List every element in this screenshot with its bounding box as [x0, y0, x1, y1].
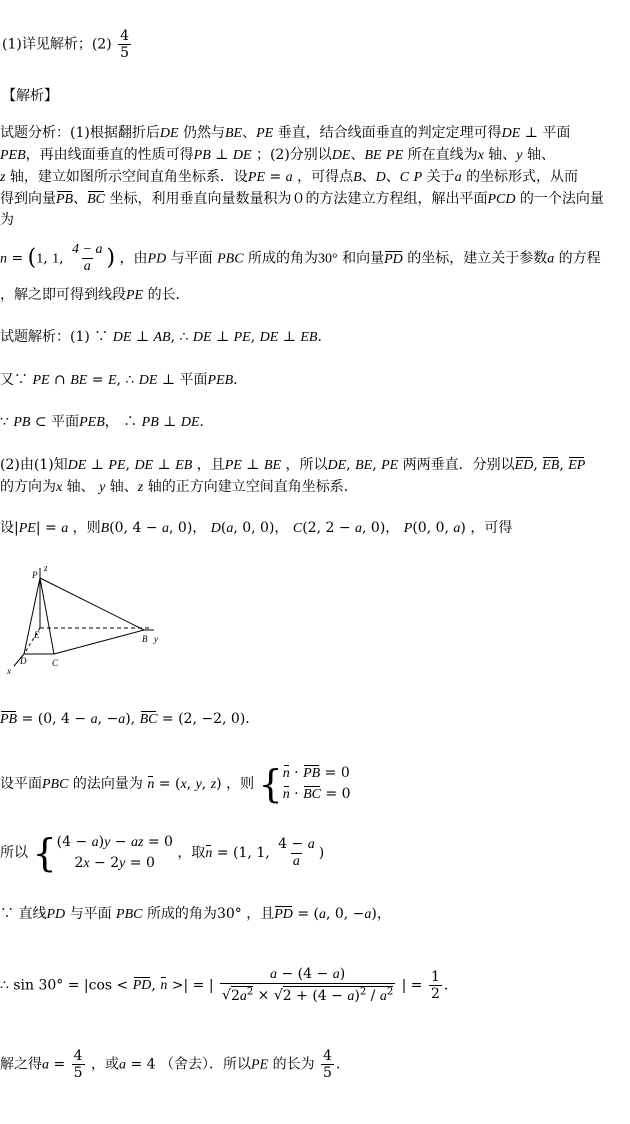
cb-edge: [54, 630, 144, 654]
answer-line: [2, 28, 133, 61]
analysis-line-3: z 轴，建立如图所示空间直角坐标系．设PE = a ，可得点B、D、C P 关于a 的坐标形式，从而: [0, 169, 579, 185]
answer-part1: (1)详见解析；(2): [2, 36, 112, 53]
solution-line-5: 的方向为x 轴、 y 轴、z 轴的正方向建立空间直角坐标系．: [0, 479, 358, 495]
analysis-line-5: 为: [0, 212, 14, 228]
solution-line-7: PB = (0, 4 − a, −a), BC = (2, −2, 0)．: [0, 709, 259, 730]
answer-fraction: [118, 28, 131, 61]
analysis-line-4: 得到向量PB、BC 坐标，利用垂直向量数量积为０的方法建立方程组，解出平面PCD 的一个法向量: [0, 189, 604, 210]
analysis-line-1: 试题分析：(1)根据翻折后DE 仍然与BE、PE 垂直，结合线面垂直的判定定理可得DE ⊥ 平面: [0, 125, 571, 141]
label-x: x: [7, 666, 11, 676]
solution-line-10: ∵ 直线PD 与平面 PBC 所成的角为30° ，且PD = (a, 0, −a)，: [0, 904, 391, 925]
answer-frac-num: 4: [120, 28, 130, 44]
solution-line-11: ∴ sin 30° = |cos < PD, n >| = | $\frac{a - (4 - a)}{√2a^2 \times √2 + (4 - a)^2 / a^2}$ | = $\frac{1}{2}$ ．: [0, 966, 458, 1004]
label-z: z: [44, 563, 48, 573]
solution-line-4: (2)由(1)知DE ⊥ PE, DE ⊥ EB ，且PE ⊥ BE ，所以DE, BE, PE 两两垂直．分别以ED, EB, EP: [0, 455, 585, 476]
label-P: P: [32, 570, 38, 580]
solution-line-3: ∵ PB ⊂ 平面PEB， ∴ PB ⊥ DE．: [0, 414, 214, 430]
solution-line-1: 试题解析：(1) ∵ DE ⊥ AB, ∴ DE ⊥ PE, DE ⊥ EB．: [0, 329, 332, 345]
pd-edge: [24, 578, 40, 654]
analysis-line-7: ，解之即可得到线段PE 的长．: [0, 287, 190, 303]
label-E: E: [34, 630, 40, 640]
label-y: y: [154, 634, 158, 644]
solution-line-12: 解之得a = $\frac{4}{5}$ ，或a = 4 （舍去）．所以PE 的长为 $\frac{4}{5}$ ．: [0, 1048, 350, 1081]
pb-edge: [40, 578, 144, 630]
analysis-line-2: PEB，再由线面垂直的性质可得PB ⊥ DE ；(2)分别以DE、BE PE 所在直线为x 轴、y 轴、: [0, 147, 555, 163]
section-heading: 【解析】: [2, 88, 58, 104]
pc-edge: [40, 578, 54, 654]
solution-line-9: 所以 { (4 − a)y − az = 0 2x − 2y = 0 ，取n = (1, 1, $\frac{4 - a}{a}$ ): [0, 831, 325, 875]
pyramid-figure: [2, 562, 172, 680]
solution-line-8: 设平面PBC 的法向量为 n = (x, y, z) ，则 { n · PB = 0 n · BC = 0: [0, 762, 351, 806]
solution-line-6: 设|PE| = a ，则B(0, 4 − a, 0)， D(a, 0, 0)， C(2, 2 − a, 0)， P(0, 0, a) ，可得: [0, 520, 513, 536]
label-B: B: [142, 634, 148, 644]
answer-frac-den: 5: [120, 45, 130, 61]
solution-line-2: 又∵ PE ∩ BE = E, ∴ DE ⊥ 平面PEB．: [0, 372, 248, 388]
label-D: D: [20, 656, 27, 666]
label-C: C: [52, 658, 59, 668]
analysis-line-6: n = (1, 1, $\frac{4 - a}{a}$ ) ，由PD 与平面 PBC 所成的角为30° 和向量PD 的坐标，建立关于参数a 的方程: [0, 242, 601, 274]
